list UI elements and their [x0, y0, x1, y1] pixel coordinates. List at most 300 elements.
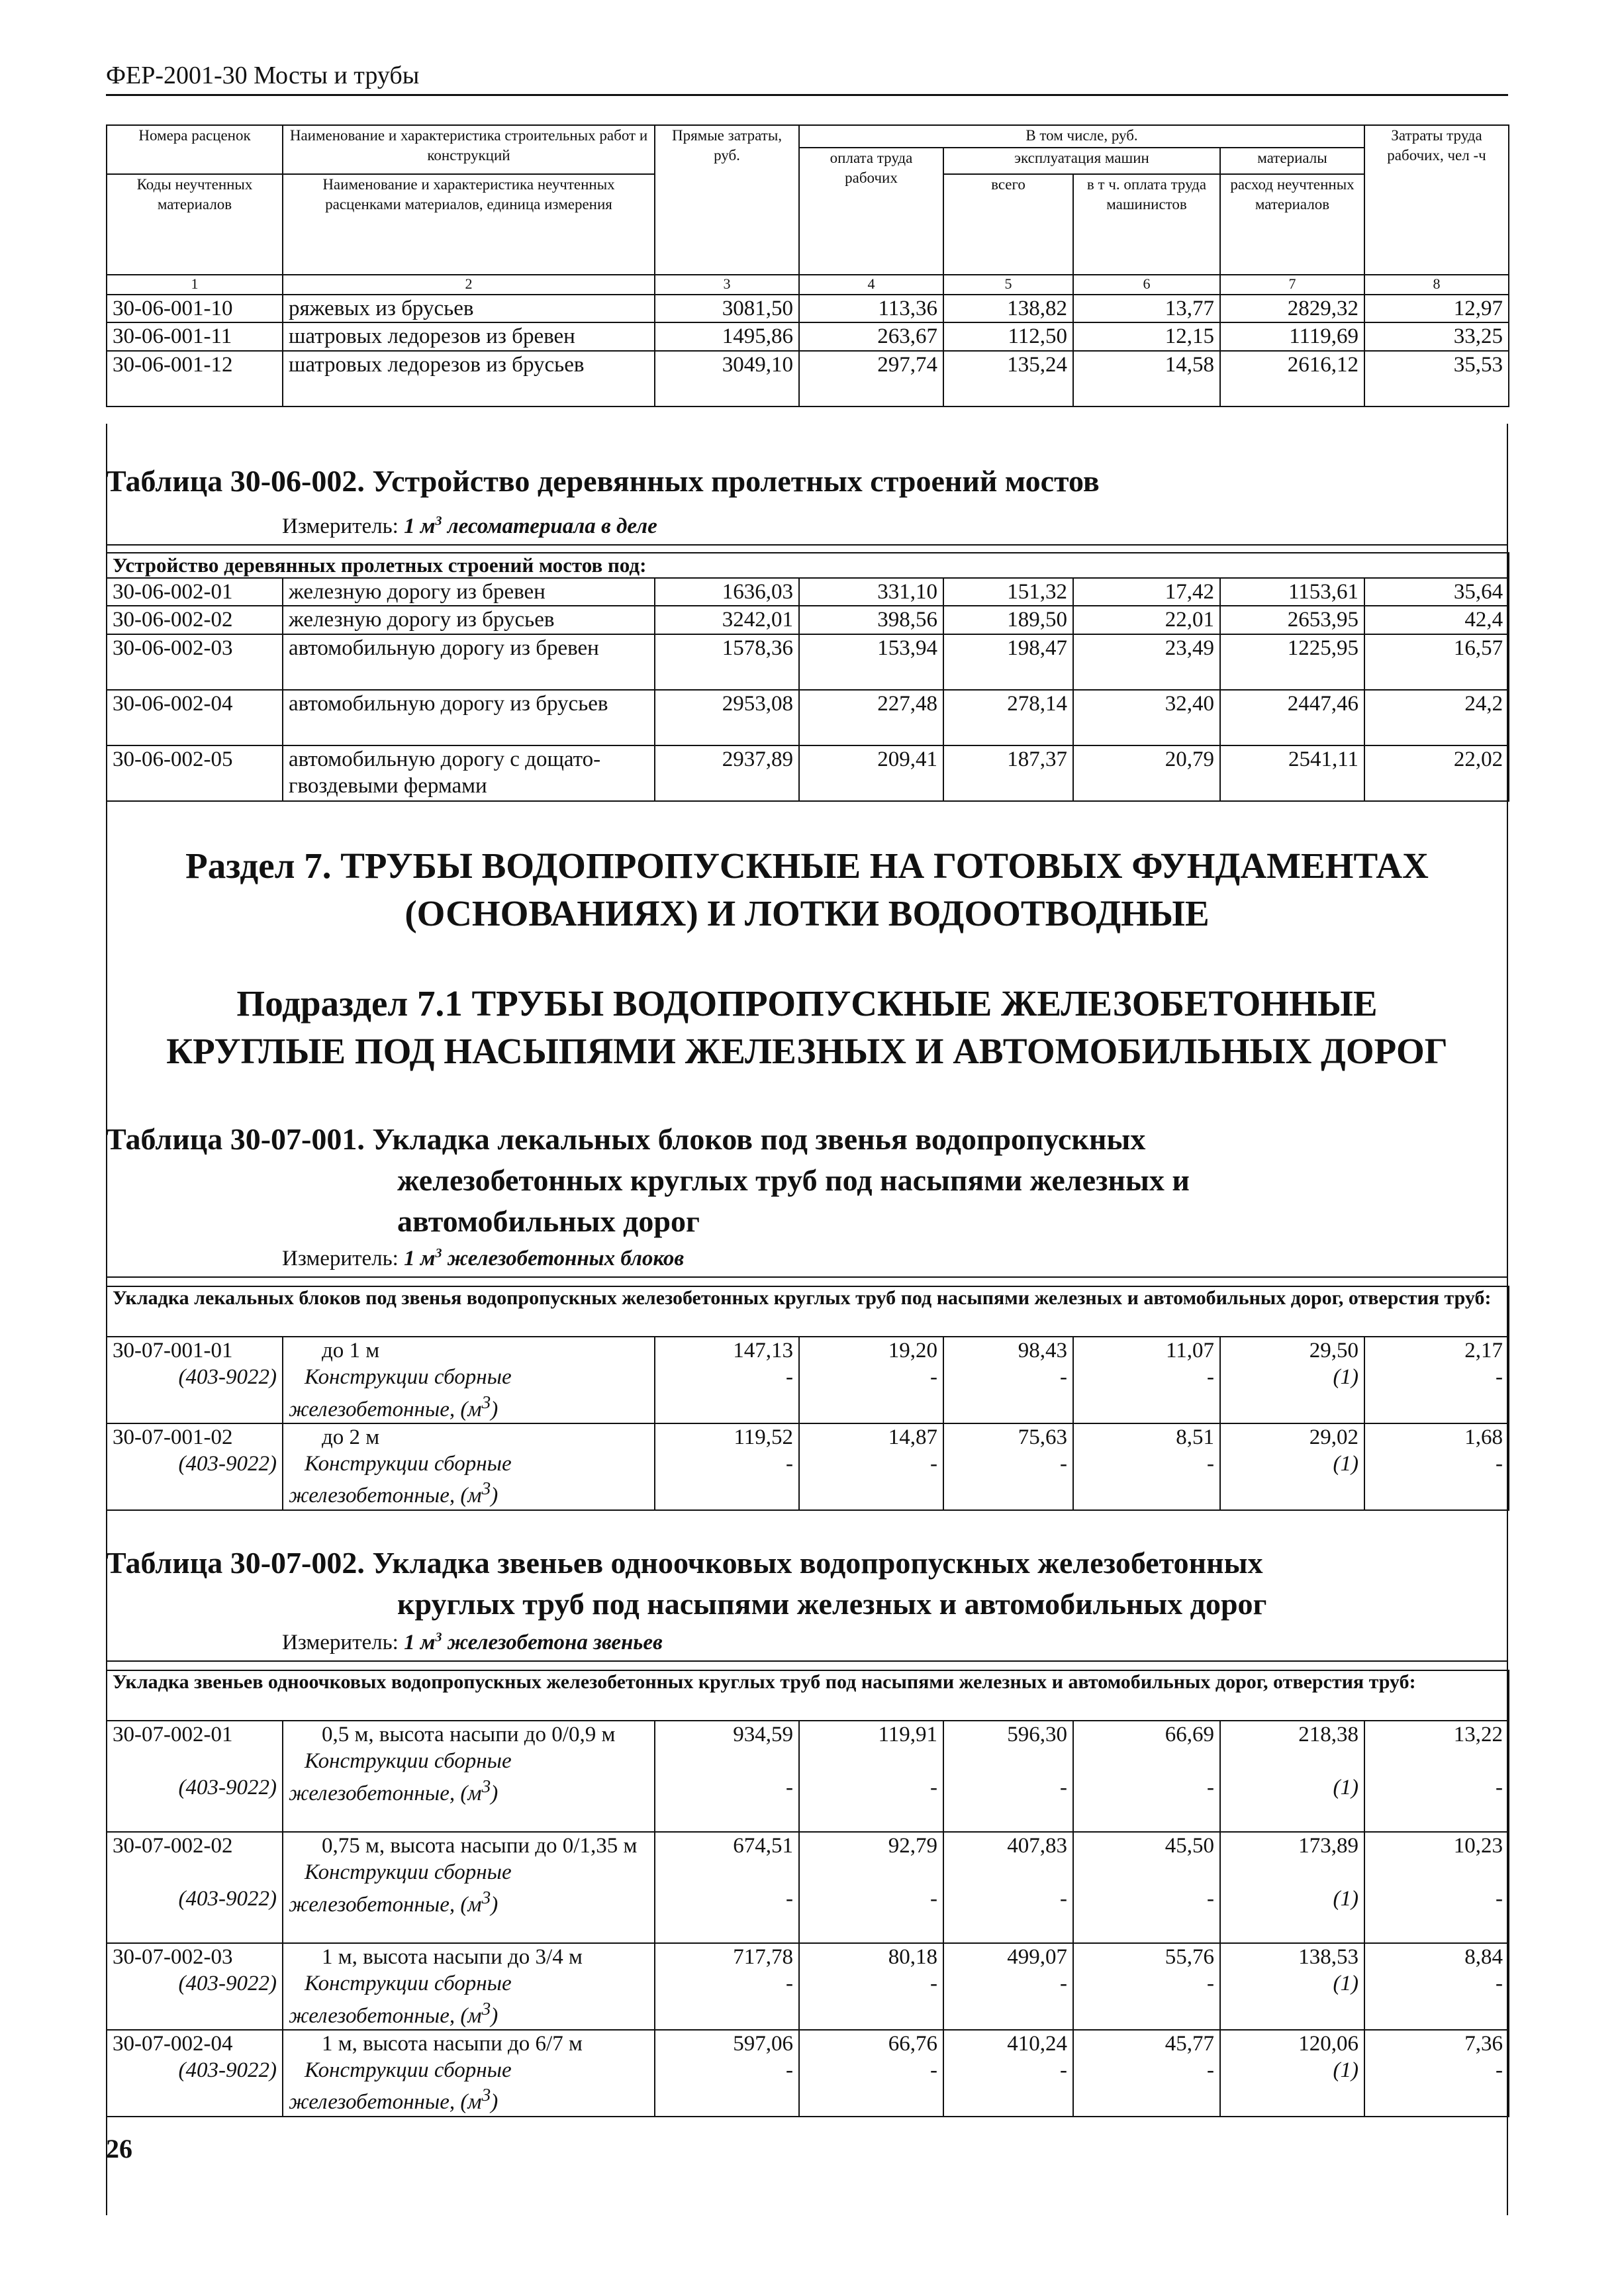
direct-costs: 2953,08: [655, 690, 799, 745]
table-row: [107, 634, 1509, 690]
machines-total: 198,47: [943, 634, 1073, 690]
unit-rest: лесоматериала в деле: [447, 514, 657, 538]
machinist-pay-cell: [1073, 1423, 1220, 1510]
table-row: [107, 351, 1509, 407]
materials-cost: 2541,11: [1220, 745, 1364, 801]
table-30-06-002: [106, 552, 1509, 802]
labor-pay-cell: [799, 1721, 943, 1832]
labor-pay-cell: [799, 1423, 943, 1510]
materials-cost: 2653,95: [1220, 606, 1364, 634]
material-unit-close: ): [491, 2090, 499, 2115]
materials-cost: 218,38: [1298, 1723, 1358, 1746]
material-unit-close: ): [491, 1781, 499, 1805]
material-unit-close: ): [491, 1397, 499, 1421]
materials-cost-cell: [1220, 1337, 1364, 1423]
column-number: 6: [1073, 275, 1220, 295]
header-materials: материалы: [1220, 148, 1364, 174]
direct-costs: 2937,89: [655, 745, 799, 801]
column-number: 7: [1220, 275, 1364, 295]
labor-pay: 92,79: [888, 1834, 937, 1858]
table-subheading: Устройство деревянных пролетных строений мостов под:: [107, 553, 1509, 578]
labor-hours: 2,17: [1464, 1339, 1503, 1363]
material-unit-superscript: 3: [481, 1997, 491, 2019]
materials-cost-cell: [1220, 2030, 1364, 2117]
rate-code: 30-06-001-10: [107, 295, 283, 322]
rate-code: 30-07-002-02: [113, 1834, 233, 1858]
machinist-pay: 14,58: [1073, 351, 1220, 407]
labor-pay-cell: [799, 1832, 943, 1943]
unit-superscript: 3: [435, 1246, 442, 1261]
dash: -: [786, 2058, 793, 2082]
labor-pay: 398,56: [799, 606, 943, 634]
table-30-06-002-title: Таблица 30-06-002. Устройство деревянных пролетных строений мостов: [106, 464, 1100, 498]
machinist-pay: 20,79: [1073, 745, 1220, 801]
material-name-text: Конструкции сборные железобетонные, (м: [289, 2058, 512, 2115]
machinist-pay: 22,01: [1073, 606, 1220, 634]
materials-cost: 120,06: [1298, 2031, 1358, 2056]
machines-total: 499,07: [1007, 1945, 1067, 1969]
work-name-cell: [283, 1832, 655, 1943]
direct-costs: 1636,03: [655, 578, 799, 606]
title-line: Таблица 30-07-002. Укладка звеньев одноочковых водопропускных железобетонных: [106, 1546, 1263, 1580]
material-quantity: (1): [1333, 1452, 1358, 1476]
dash: -: [786, 1887, 793, 1911]
material-unit-close: ): [491, 1892, 499, 1917]
work-name-cell: [283, 1721, 655, 1832]
material-unit-close: ): [491, 1484, 499, 1508]
dash: -: [1496, 2058, 1503, 2082]
machines-total-cell: [943, 1721, 1073, 1832]
unit-label: Измеритель:: [282, 514, 399, 538]
direct-costs-cell: [655, 1337, 799, 1423]
labor-hours: 8,84: [1464, 1945, 1503, 1969]
labor-pay-cell: [799, 1943, 943, 2030]
material-code: (403-9022): [178, 1972, 277, 1996]
labor-hours: 42,4: [1364, 606, 1509, 634]
rate-code: 30-06-002-02: [107, 606, 283, 634]
rate-code-cell: [107, 1337, 283, 1423]
material-unit-superscript: 3: [481, 1478, 491, 1499]
labor-hours-cell: [1364, 2030, 1509, 2117]
dash: -: [1496, 1365, 1503, 1390]
section-7-line-1: Раздел 7. ТРУБЫ ВОДОПРОПУСКНЫЕ НА ГОТОВЫХ ФУНДАМЕНТАХ: [185, 845, 1429, 886]
machines-total: 112,50: [943, 322, 1073, 350]
materials-cost: 2829,32: [1220, 295, 1364, 322]
dash: -: [1496, 1452, 1503, 1476]
rate-code: 30-06-002-01: [107, 578, 283, 606]
unit-value: 1 м: [404, 1631, 436, 1654]
column-numbers-row: [107, 275, 1509, 295]
labor-pay-cell: [799, 2030, 943, 2117]
work-name: 0,75 м, высота насыпи до 0/1,35 м: [322, 1834, 638, 1858]
material-quantity: (1): [1333, 1972, 1358, 1996]
table-row: [107, 295, 1509, 322]
rate-code: 30-07-002-01: [113, 1723, 233, 1746]
dash: -: [930, 1365, 937, 1390]
machinist-pay: 12,15: [1073, 322, 1220, 350]
machinist-pay: 8,51: [1176, 1425, 1214, 1449]
machines-total: 75,63: [1018, 1425, 1067, 1449]
materials-cost: 2447,46: [1220, 690, 1364, 745]
unit-rule: [106, 1660, 1508, 1662]
machinist-pay: 45,77: [1165, 2031, 1214, 2056]
material-name-text: Конструкции сборные железобетонные, (м: [289, 1749, 512, 1805]
machines-total: 151,32: [943, 578, 1073, 606]
labor-hours: 7,36: [1464, 2031, 1503, 2056]
labor-pay: 331,10: [799, 578, 943, 606]
machines-total: 135,24: [943, 351, 1073, 407]
rate-code-cell: [107, 1423, 283, 1510]
work-name: шатровых ледорезов из бревен: [283, 322, 655, 350]
material-name: [289, 1364, 649, 1423]
machinist-pay-cell: [1073, 2030, 1220, 2117]
direct-costs: 597,06: [733, 2031, 793, 2056]
table-row: [107, 1721, 1509, 1832]
table-30-06-002-unit: [282, 514, 657, 539]
labor-pay: 153,94: [799, 634, 943, 690]
material-code: (403-9022): [178, 1365, 277, 1390]
machinist-pay: 17,42: [1073, 578, 1220, 606]
dash: -: [930, 1452, 937, 1476]
direct-costs-cell: [655, 1423, 799, 1510]
dash: -: [1060, 1887, 1067, 1911]
materials-cost: 29,02: [1309, 1425, 1358, 1449]
dash: -: [1060, 1972, 1067, 1996]
materials-cost: 173,89: [1298, 1834, 1358, 1858]
labor-hours: 13,22: [1453, 1723, 1503, 1746]
rate-code: 30-07-002-03: [113, 1945, 233, 1969]
materials-cost: 1119,69: [1220, 322, 1364, 350]
materials-cost-cell: [1220, 1943, 1364, 2030]
labor-hours: 35,64: [1364, 578, 1509, 606]
material-name: [289, 1859, 649, 1918]
running-head: ФЕР-2001-30 Мосты и трубы: [106, 62, 420, 89]
machines-total: 278,14: [943, 690, 1073, 745]
header-direct-costs: Прямые затраты, руб.: [655, 125, 799, 275]
dash: -: [1207, 1972, 1214, 1996]
material-name: [289, 2057, 649, 2116]
material-code: (403-9022): [178, 1887, 277, 1911]
material-name: [289, 1970, 649, 2029]
dash: -: [786, 1776, 793, 1800]
material-name: [289, 1748, 649, 1807]
direct-costs: 674,51: [733, 1834, 793, 1858]
work-name: 1 м, высота насыпи до 6/7 м: [322, 2031, 583, 2056]
labor-hours-cell: [1364, 1832, 1509, 1943]
work-name: 1 м, высота насыпи до 3/4 м: [322, 1945, 583, 1969]
dash: -: [786, 1972, 793, 1996]
materials-cost-cell: [1220, 1721, 1364, 1832]
machines-total: 596,30: [1007, 1723, 1067, 1746]
materials-cost-cell: [1220, 1423, 1364, 1510]
machines-total: 189,50: [943, 606, 1073, 634]
page-number: 26: [106, 2134, 132, 2164]
table-subheading: Укладка звеньев одноочковых водопропускных железобетонных круглых труб под насыпями железных и автомобильных дорог, отверстия труб:: [107, 1670, 1509, 1721]
header-material-codes: Коды неучтенных материалов: [107, 174, 283, 275]
running-head-rule: [106, 94, 1508, 96]
materials-cost: 138,53: [1298, 1945, 1358, 1969]
machines-total: 138,82: [943, 295, 1073, 322]
table-row: [107, 745, 1509, 801]
work-name-cell: [283, 1337, 655, 1423]
work-name: железную дорогу из бревен: [283, 578, 655, 606]
work-name: шатровых ледорезов из брусьев: [283, 351, 655, 407]
labor-hours: 22,02: [1364, 745, 1509, 801]
material-name-text: Конструкции сборные железобетонные, (м: [289, 1972, 512, 2028]
table-30-07-002-unit: [282, 1630, 663, 1655]
labor-hours: 10,23: [1453, 1834, 1503, 1858]
rate-code-cell: [107, 1832, 283, 1943]
machinist-pay-cell: [1073, 1721, 1220, 1832]
work-name-cell: [283, 1943, 655, 2030]
labor-pay: 297,74: [799, 351, 943, 407]
direct-costs: 717,78: [733, 1945, 793, 1969]
labor-pay: 80,18: [888, 1945, 937, 1969]
work-name: 0,5 м, высота насыпи до 0/0,9 м: [322, 1723, 616, 1746]
direct-costs-cell: [655, 1943, 799, 2030]
table-row: [107, 1832, 1509, 1943]
machines-total-cell: [943, 1423, 1073, 1510]
dash: -: [930, 1972, 937, 1996]
material-quantity: (1): [1333, 1887, 1358, 1911]
material-code: (403-9022): [178, 1452, 277, 1476]
machinist-pay: 13,77: [1073, 295, 1220, 322]
machines-total-cell: [943, 1832, 1073, 1943]
rate-code-cell: [107, 2030, 283, 2117]
rate-code: 30-06-002-03: [107, 634, 283, 690]
labor-hours-cell: [1364, 1943, 1509, 2030]
unit-value: 1 м: [404, 514, 436, 538]
rate-code: 30-06-002-04: [107, 690, 283, 745]
direct-costs: 3049,10: [655, 351, 799, 407]
dash: -: [786, 1452, 793, 1476]
rate-code: 30-06-001-11: [107, 322, 283, 350]
machinist-pay: 23,49: [1073, 634, 1220, 690]
direct-costs: 3081,50: [655, 295, 799, 322]
material-code: (403-9022): [178, 1776, 277, 1800]
labor-pay: 113,36: [799, 295, 943, 322]
machines-total: 407,83: [1007, 1834, 1067, 1858]
labor-hours-cell: [1364, 1423, 1509, 1510]
machinist-pay-cell: [1073, 1832, 1220, 1943]
header-labor-cost: Затраты труда рабочих, чел -ч: [1364, 125, 1509, 275]
dash: -: [1207, 1887, 1214, 1911]
labor-pay: 19,20: [888, 1339, 937, 1363]
labor-hours-cell: [1364, 1721, 1509, 1832]
material-name-text: Конструкции сборные железобетонные, (м: [289, 1860, 512, 1917]
materials-cost: 1225,95: [1220, 634, 1364, 690]
title-line: круглых труб под насыпями железных и автомобильных дорог: [397, 1587, 1267, 1621]
machinist-pay: 66,69: [1165, 1723, 1214, 1746]
work-name-cell: [283, 2030, 655, 2117]
machines-total: 98,43: [1018, 1339, 1067, 1363]
header-machinist-pay: в т ч. оплата труда машинистов: [1073, 174, 1220, 275]
direct-costs-cell: [655, 2030, 799, 2117]
materials-cost: 2616,12: [1220, 351, 1364, 407]
section-7-heading: [106, 842, 1508, 937]
machines-total-cell: [943, 2030, 1073, 2117]
table-row: [107, 1337, 1509, 1423]
dash: -: [786, 1365, 793, 1390]
work-name: до 2 м: [322, 1425, 380, 1449]
materials-cost: 29,50: [1309, 1339, 1358, 1363]
unit-label: Измеритель:: [282, 1631, 399, 1654]
labor-hours: 16,57: [1364, 634, 1509, 690]
direct-costs-cell: [655, 1721, 799, 1832]
header-materials-use: расход неучтенных материалов: [1220, 174, 1364, 275]
direct-costs: 934,59: [733, 1723, 793, 1746]
work-name: до 1 м: [322, 1339, 380, 1363]
dash: -: [1207, 2058, 1214, 2082]
material-unit-close: ): [491, 2003, 499, 2028]
direct-costs: 147,13: [733, 1339, 793, 1363]
machinist-pay: 55,76: [1165, 1945, 1214, 1969]
material-unit-superscript: 3: [481, 1775, 491, 1796]
subsection-7-1-line-1: Подраздел 7.1 ТРУБЫ ВОДОПРОПУСКНЫЕ ЖЕЛЕЗОБЕТОННЫЕ: [236, 983, 1378, 1024]
title-line: Таблица 30-07-001. Укладка лекальных блоков под звенья водопропускных: [106, 1122, 1146, 1156]
column-number: 3: [655, 275, 799, 295]
work-name-cell: [283, 1423, 655, 1510]
column-number: 8: [1364, 275, 1509, 295]
column-number: 2: [283, 275, 655, 295]
dash: -: [1060, 2058, 1067, 2082]
header-work-name: Наименование и характеристика строительных работ и конструкций: [283, 125, 655, 174]
labor-hours: 12,97: [1364, 295, 1509, 322]
material-quantity: (1): [1333, 2058, 1358, 2082]
subsection-7-1-heading: [106, 980, 1508, 1075]
labor-hours: 24,2: [1364, 690, 1509, 745]
unit-label: Измеритель:: [282, 1247, 399, 1270]
dash: -: [930, 1887, 937, 1911]
dash: -: [1060, 1452, 1067, 1476]
labor-pay: 119,91: [878, 1723, 937, 1746]
title-line: автомобильных дорог: [397, 1204, 700, 1238]
table-30-07-001-title: [106, 1119, 1190, 1242]
labor-pay: 14,87: [888, 1425, 937, 1449]
header-material-names: Наименование и характеристика неучтенных расценками материалов, единица измерения: [283, 174, 655, 275]
work-name: автомобильную дорогу с дощато-гвоздевыми фермами: [283, 745, 655, 801]
rate-code: 30-07-002-04: [113, 2031, 233, 2056]
material-name-text: Конструкции сборные железобетонные, (м: [289, 1365, 512, 1421]
dash: -: [930, 1776, 937, 1800]
machinist-pay-cell: [1073, 1943, 1220, 2030]
dash: -: [1496, 1776, 1503, 1800]
direct-costs-cell: [655, 1832, 799, 1943]
machinist-pay-cell: [1073, 1337, 1220, 1423]
title-line: железобетонных круглых труб под насыпями железных и: [397, 1163, 1190, 1197]
header-machines-total: всего: [943, 174, 1073, 275]
material-unit-superscript: 3: [481, 2084, 491, 2105]
dash: -: [1060, 1776, 1067, 1800]
rate-code-cell: [107, 1943, 283, 2030]
labor-hours: 35,53: [1364, 351, 1509, 407]
table-row: [107, 2030, 1509, 2117]
table-30-07-002: [106, 1670, 1509, 2117]
column-number: 5: [943, 275, 1073, 295]
direct-costs: 3242,01: [655, 606, 799, 634]
table-row: [107, 1423, 1509, 1510]
work-name: железную дорогу из брусьев: [283, 606, 655, 634]
table-row: [107, 606, 1509, 634]
table-30-06-001: [106, 124, 1509, 407]
material-quantity: (1): [1333, 1365, 1358, 1390]
material-name: [289, 1451, 649, 1509]
unit-value: 1 м: [404, 1247, 436, 1270]
materials-cost-cell: [1220, 1832, 1364, 1943]
labor-hours: 1,68: [1464, 1425, 1503, 1449]
work-name: ряжевых из брусьев: [283, 295, 655, 322]
material-name-text: Конструкции сборные железобетонные, (м: [289, 1452, 512, 1508]
header-labor-pay: оплата труда рабочих: [799, 148, 943, 275]
machinist-pay: 11,07: [1165, 1339, 1214, 1363]
rate-code: 30-07-001-02: [113, 1425, 233, 1449]
unit-superscript: 3: [435, 1630, 442, 1645]
section-7-line-2: (ОСНОВАНИЯХ) И ЛОТКИ ВОДООТВОДНЫЕ: [404, 893, 1210, 933]
machines-total: 410,24: [1007, 2031, 1067, 2056]
machinist-pay: 32,40: [1073, 690, 1220, 745]
unit-rule: [106, 1276, 1508, 1278]
materials-cost: 1153,61: [1220, 578, 1364, 606]
machines-total-cell: [943, 1337, 1073, 1423]
direct-costs: 1495,86: [655, 322, 799, 350]
labor-pay: 66,76: [888, 2031, 937, 2056]
table-row: [107, 322, 1509, 350]
column-number: 4: [799, 275, 943, 295]
subsection-7-1-line-2: КРУГЛЫЕ ПОД НАСЫПЯМИ ЖЕЛЕЗНЫХ И АВТОМОБИЛЬНЫХ ДОРОГ: [166, 1031, 1448, 1071]
unit-rule: [106, 544, 1508, 546]
table-row: [107, 1943, 1509, 2030]
labor-pay: 263,67: [799, 322, 943, 350]
table-row: [107, 690, 1509, 745]
header-including: В том числе, руб.: [799, 125, 1364, 148]
header-rate-numbers: Номера расценок: [107, 125, 283, 174]
header-machines: эксплуатация машин: [943, 148, 1220, 174]
unit-rest: железобетона звеньев: [447, 1631, 663, 1654]
work-name: автомобильную дорогу из брусьев: [283, 690, 655, 745]
material-quantity: (1): [1333, 1776, 1358, 1800]
table-30-07-001-unit: [282, 1246, 684, 1271]
material-unit-superscript: 3: [481, 1886, 491, 1907]
dash: -: [1496, 1972, 1503, 1996]
direct-costs: 1578,36: [655, 634, 799, 690]
unit-rest: железобетонных блоков: [447, 1247, 685, 1270]
labor-pay-cell: [799, 1337, 943, 1423]
labor-pay: 227,48: [799, 690, 943, 745]
material-unit-superscript: 3: [481, 1391, 491, 1412]
dash: -: [930, 2058, 937, 2082]
material-code: (403-9022): [178, 2058, 277, 2082]
table-row: [107, 578, 1509, 606]
dash: -: [1207, 1452, 1214, 1476]
unit-superscript: 3: [435, 514, 442, 528]
table-30-07-002-title: [106, 1543, 1266, 1625]
labor-hours: 33,25: [1364, 322, 1509, 350]
machinist-pay: 45,50: [1165, 1834, 1214, 1858]
rate-code: 30-07-001-01: [113, 1339, 233, 1363]
column-number: 1: [107, 275, 283, 295]
machines-total-cell: [943, 1943, 1073, 2030]
table-subheading: Укладка лекальных блоков под звенья водопропускных железобетонных круглых труб под насыпями железных и автомобильных дорог, отверстия труб:: [107, 1286, 1509, 1337]
dash: -: [1060, 1365, 1067, 1390]
rate-code-cell: [107, 1721, 283, 1832]
dash: -: [1496, 1887, 1503, 1911]
table-30-07-001: [106, 1286, 1509, 1511]
labor-pay: 209,41: [799, 745, 943, 801]
machines-total: 187,37: [943, 745, 1073, 801]
dash: -: [1207, 1365, 1214, 1390]
rate-code: 30-06-001-12: [107, 351, 283, 407]
dash: -: [1207, 1776, 1214, 1800]
